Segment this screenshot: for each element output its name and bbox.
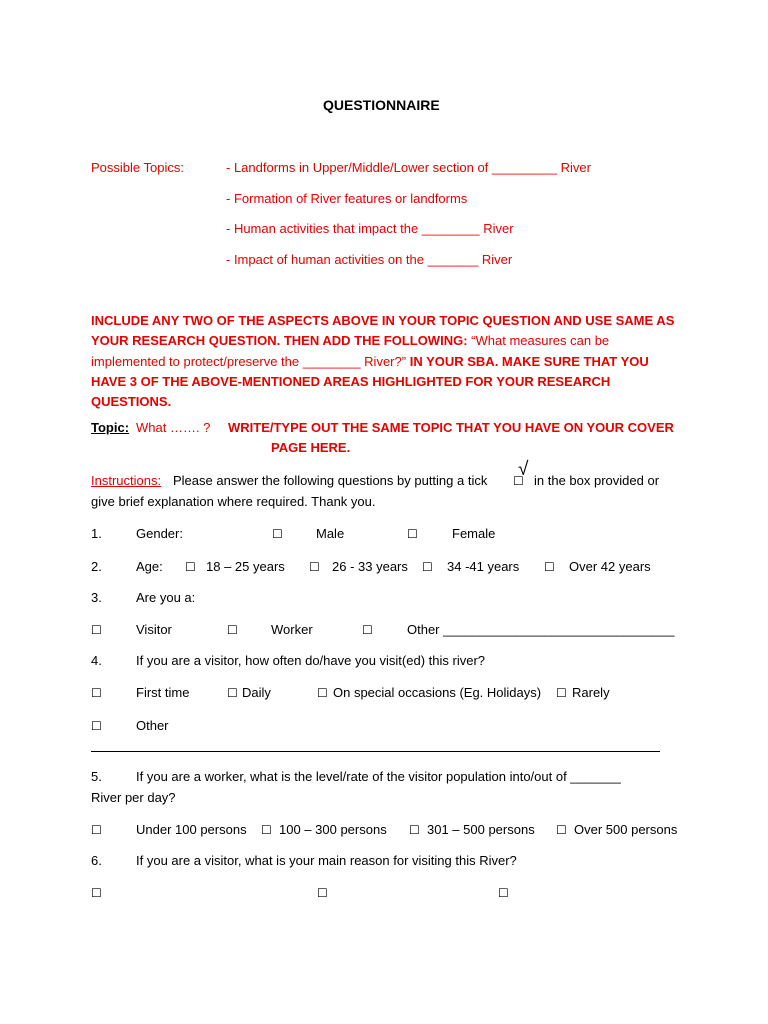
option-label: Other ________________________________ bbox=[407, 622, 675, 637]
checkbox-over-500[interactable]: ☐ bbox=[556, 823, 567, 837]
question-text: If you are a worker, what is the level/rate of the visitor population into/out of _______ bbox=[136, 769, 621, 784]
checkbox-female[interactable]: ☐ bbox=[407, 527, 418, 541]
question-text: Are you a: bbox=[136, 590, 196, 605]
checkbox-under-100[interactable]: ☐ bbox=[91, 823, 102, 837]
topic-note-line1: WRITE/TYPE OUT THE SAME TOPIC THAT YOU HAVE ON YOUR COVER bbox=[228, 420, 674, 435]
option-label: Worker bbox=[271, 622, 313, 637]
answer-line[interactable] bbox=[91, 751, 660, 752]
notice-paragraph bbox=[91, 311, 676, 412]
option-label: Rarely bbox=[572, 685, 610, 700]
instructions-text: Please answer the following questions by putting a tick bbox=[173, 473, 488, 488]
checkbox-rarely[interactable]: ☐ bbox=[556, 686, 567, 700]
question-number: 5. bbox=[91, 769, 102, 784]
question-number: 2. bbox=[91, 559, 102, 574]
option-label: Under 100 persons bbox=[136, 822, 247, 837]
checkbox-age-34-41[interactable]: ☐ bbox=[422, 560, 433, 574]
checkbox-age-over-42[interactable]: ☐ bbox=[544, 560, 555, 574]
checkbox-100-300[interactable]: ☐ bbox=[261, 823, 272, 837]
option-label: Visitor bbox=[136, 622, 172, 637]
checkbox-reason-2[interactable]: ☐ bbox=[317, 886, 328, 900]
option-label: 100 – 300 persons bbox=[279, 822, 387, 837]
topic-item: - Human activities that impact the ________ River bbox=[226, 221, 514, 236]
question-text: If you are a visitor, what is your main reason for visiting this River? bbox=[136, 853, 517, 868]
option-label: First time bbox=[136, 685, 190, 700]
tick-icon: √ bbox=[518, 459, 529, 480]
notice-part2: IN YOUR SBA. MAKE SURE THAT YOU HAVE 3 OF THE ABOVE-MENTIONED AREAS HIGHLIGHTED FOR YOUR RESEARCH QUESTIONS. bbox=[91, 353, 649, 410]
page-title: QUESTIONNAIRE bbox=[323, 97, 440, 113]
checkbox-other-frequency[interactable]: ☐ bbox=[91, 719, 102, 733]
option-label: Over 500 persons bbox=[574, 822, 678, 837]
option-label: Other bbox=[136, 718, 169, 733]
checkbox-reason-3[interactable]: ☐ bbox=[498, 886, 509, 900]
checkbox-301-500[interactable]: ☐ bbox=[409, 823, 420, 837]
instructions-text: in the box provided or bbox=[534, 473, 660, 488]
option-label: 18 – 25 years bbox=[206, 559, 285, 574]
question-text: Age: bbox=[136, 559, 163, 574]
question-text: River per day? bbox=[91, 790, 176, 805]
checkbox-other[interactable]: ☐ bbox=[362, 623, 373, 637]
option-label: Daily bbox=[242, 685, 271, 700]
checkbox-worker[interactable]: ☐ bbox=[227, 623, 238, 637]
checkbox-visitor[interactable]: ☐ bbox=[91, 623, 102, 637]
checkbox-male[interactable]: ☐ bbox=[272, 527, 283, 541]
question-number: 3. bbox=[91, 590, 102, 605]
option-label: 26 - 33 years bbox=[332, 559, 408, 574]
option-label: Over 42 years bbox=[569, 559, 651, 574]
checkbox-age-26-33[interactable]: ☐ bbox=[309, 560, 320, 574]
question-number: 1. bbox=[91, 526, 102, 541]
question-text: Gender: bbox=[136, 526, 183, 541]
topics-label: Possible Topics: bbox=[91, 160, 184, 175]
option-label: On special occasions (Eg. Holidays) bbox=[333, 685, 542, 700]
question-number: 4. bbox=[91, 653, 102, 668]
option-label: Male bbox=[316, 526, 345, 541]
topic-label: Topic: bbox=[91, 420, 130, 435]
notice-part1: INCLUDE ANY TWO OF THE ASPECTS ABOVE IN YOUR TOPIC QUESTION AND USE SAME AS YOUR RESEARCH QUESTION. THEN ADD THE FOLLOWING: bbox=[91, 313, 675, 349]
instructions-label: Instructions: bbox=[91, 473, 162, 488]
question-text: If you are a visitor, how often do/have you visit(ed) this river? bbox=[136, 653, 486, 668]
topic-item: - Landforms in Upper/Middle/Lower section of _________ River bbox=[226, 160, 591, 175]
option-label: Female bbox=[452, 526, 496, 541]
option-label: 301 – 500 persons bbox=[427, 822, 535, 837]
checkbox-first-time[interactable]: ☐ bbox=[91, 686, 102, 700]
topic-value: What ……. ? bbox=[136, 420, 211, 435]
checkbox-reason-1[interactable]: ☐ bbox=[91, 886, 102, 900]
checkbox-age-18-25[interactable]: ☐ bbox=[185, 560, 196, 574]
checkbox-special-occasions[interactable]: ☐ bbox=[317, 686, 328, 700]
instructions-text: give brief explanation where required. Thank you. bbox=[91, 494, 376, 509]
question-number: 6. bbox=[91, 853, 102, 868]
example-checkbox-icon: ☐ bbox=[513, 474, 524, 488]
notice-quote: “What measures can be implemented to protect/preserve the ________ River?” bbox=[91, 333, 610, 369]
checkbox-daily[interactable]: ☐ bbox=[227, 686, 238, 700]
topic-item: - Formation of River features or landforms bbox=[226, 191, 468, 206]
option-label: 34 -41 years bbox=[447, 559, 520, 574]
topic-note-line2: PAGE HERE. bbox=[271, 440, 351, 455]
topic-item: - Impact of human activities on the _______ River bbox=[226, 252, 513, 267]
